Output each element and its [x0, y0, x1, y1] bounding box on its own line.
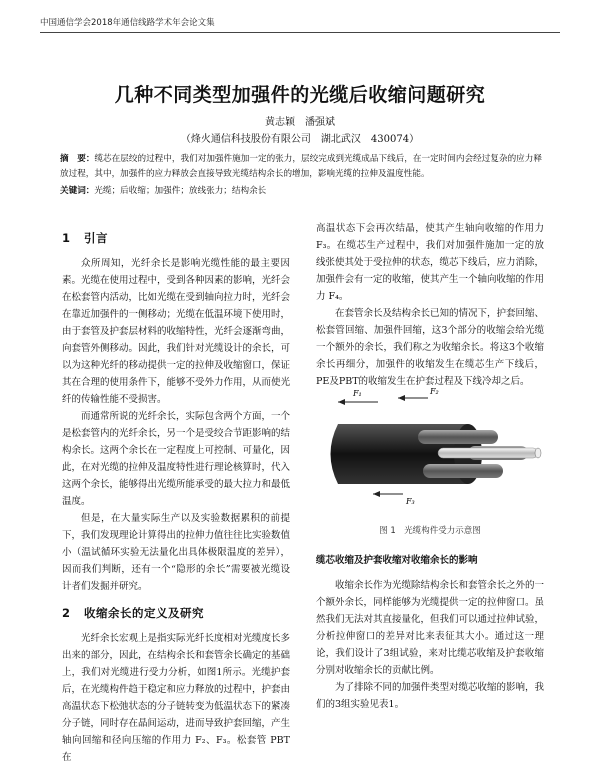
section-title: 引言 — [84, 231, 108, 245]
paragraph: 但是，在大量实际生产以及实验数据累积的前提下，我们发现理论计算得出的拉伸力值往往比实验数值小（温试循环实验无法量化出具体极限温度的差异），因而我们判断，还有一个“隐形的余长”需要被光缆设计者们发掘并研究。 — [62, 513, 291, 592]
section-heading-1 — [62, 230, 290, 247]
keywords — [60, 184, 542, 196]
paragraph: 在套管余长及结构余长已知的情况下，护套回缩、松套管回缩、加强件回缩，这3个部分的收缩会给光缆一个额外的余长，我们称之为收缩余长。将这3个收缩余长再细分，加强件的收缩发生在缆芯生产下线后，PE及PBT的收缩发生在护套过程及下线冷却之后。 — [316, 308, 545, 387]
paper-authors: 黄志颖 潘强斌 — [265, 117, 335, 128]
force-label-f3: F₃ — [406, 497, 415, 506]
paragraph: 而通常所说的光纤余长，实际包含两个方面，一个是松套管内的光纤余长，另一个是受绞合节距影响的结构余长。这两个余长在一定程度上可控制、可量化，因此，在对光缆的拉伸及温度特性进行理论核算时，代入这两个余长，能够得出光缆所能承受的最大拉力和最低温度。 — [62, 411, 291, 507]
loose-tube-2 — [423, 464, 503, 478]
section-heading-2 — [62, 605, 290, 622]
paragraph: 众所周知，光纤余长是影响光缆性能的最主要因素。光缆在使用过程中，受到各种因素的影响，光纤会在松套管内活动，比如光缆在受到轴向拉力时，光纤会在靠近加强件的一侧移动；光缆在低温环境下使用时，由于套管及护套层材料的收缩特性，光纤会逐渐弯曲，向套管外侧移动。因此，我们针对光缆设计的余长，可以为这种光纤的移动提供一定的拉伸及收缩窗口，保证其在合理的使用条件下，能够不受外力作用，从而使光纤的传输性能不受损害。 — [62, 258, 291, 405]
force-label-f1: F₁ — [353, 389, 362, 398]
keywords-text: 光缆；后收缩；加强件；放线张力；结构余长 — [94, 186, 267, 196]
keywords-label: 关键词： — [60, 186, 95, 196]
subsection-heading: 缆芯收缩及护套收缩对收缩余长的影响 — [316, 555, 478, 566]
figure-caption: 图 1 光缆构件受力示意图 — [379, 526, 481, 536]
loose-tube-1 — [418, 430, 498, 444]
section-number: 2 — [62, 606, 71, 620]
force-label-f2: F₂ — [430, 387, 439, 396]
section-title: 收缩余长的定义及研究 — [84, 606, 204, 620]
left-column — [62, 230, 290, 766]
paragraph: 光纤余长宏观上是指实际光纤长度相对光缆度长多出来的部分，因此，在结构余长和套管余长确定的基础上，我们对光缆进行受力分析，如图1所示。光缆护套后，在光缆构件趋于稳定和应力释放的过程中，护套由高温状态下松弛状态的分子链转变为低温状态下的紧凑分子链，同时存在晶间运动，进而导致护套回缩，产生轴向回缩和径向压缩的作用力 F₂、F₃。松套管 PBT 在 — [62, 633, 291, 763]
running-header: 中国通信学会2018年通信线路学术年会论文集 — [40, 18, 215, 28]
abstract — [60, 152, 542, 182]
paper-title: 几种不同类型加强件的光缆后收缩问题研究 — [114, 84, 486, 106]
paragraph: 为了排除不同的加强件类型对缆芯收缩的影响，我们的3组实验见表1。 — [316, 682, 545, 710]
abstract-text: 缆芯在层绞的过程中，我们对加强件施加一定的张力，层绞完成到光缆成品下线后，在一定时间内会经过复杂的应力释放过程，其中，加强件的应力释放会直接导致光缆结构余长的增加，影响光缆的拉伸及温度性能。 — [60, 154, 542, 179]
cable-force-figure — [318, 384, 544, 510]
right-column-top — [316, 220, 544, 390]
right-column-bottom — [316, 552, 544, 713]
section-number: 1 — [62, 231, 71, 245]
strength-member — [438, 448, 538, 458]
paper-affiliation: （烽火通信科技股份有限公司 湖北武汉 430074） — [180, 134, 420, 145]
abstract-label: 摘 要： — [60, 154, 95, 164]
header-rule — [40, 32, 560, 33]
paragraph: 收缩余长作为光缆除结构余长和套管余长之外的一个额外余长，同样能够为光缆提供一定的拉伸窗口。虽然我们无法对其直接量化，但我们可以通过拉伸试验，分析拉伸窗口的差异对比来表征其大小。通过这一理论，我们设计了3组试验，来对比缆芯收缩及护套收缩分别对收缩余长的贡献比例。 — [316, 580, 545, 676]
paragraph: 高温状态下会再次结晶，使其产生轴向收缩的作用力 F₃。在缆芯生产过程中，我们对加强件施加一定的放线张使其处于受拉伸的状态，缆芯下线后，应力消除，加强件会有一定的收缩，使其产生一个轴向收缩的作用力 F₄。 — [316, 223, 545, 302]
